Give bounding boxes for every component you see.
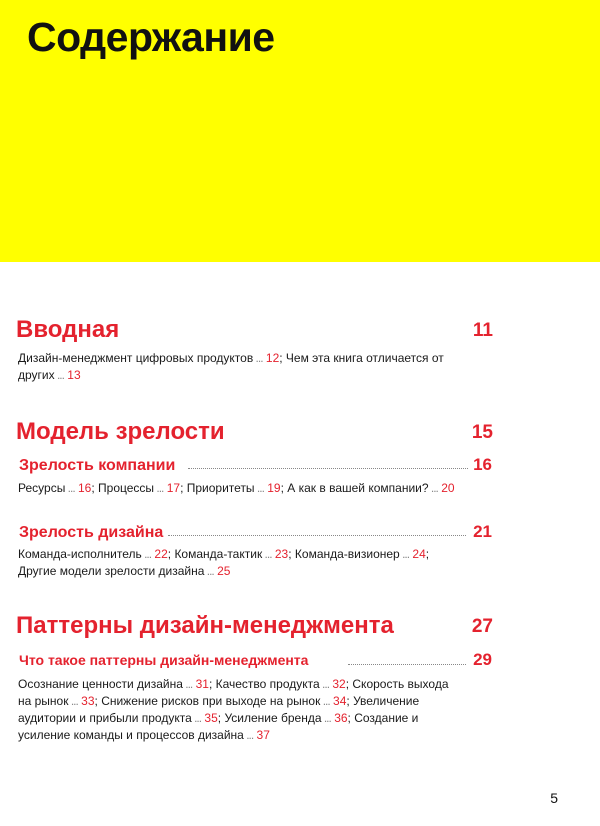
toc-entry-separator: ; bbox=[345, 677, 353, 691]
toc-entry-leader: ... bbox=[154, 481, 164, 495]
toc-entry-leader: ... bbox=[254, 481, 264, 495]
toc-entry-page: 19 bbox=[263, 481, 281, 495]
toc-entry-text: Ресурсы bbox=[18, 481, 66, 495]
toc-entry-page: 24 bbox=[409, 547, 426, 561]
toc-entry-leader: ... bbox=[320, 694, 330, 708]
toc-entry-leader: ... bbox=[399, 547, 410, 561]
toc-entry-separator: ; bbox=[94, 694, 102, 708]
toc-entry-page: 22 bbox=[151, 547, 168, 561]
toc-entry-leader: ... bbox=[262, 547, 272, 561]
toc-entry-text: Создание и усиление команды и процессов дизайна bbox=[18, 711, 419, 742]
subsection-title-company-maturity: Зрелость компании bbox=[19, 457, 176, 474]
section-page-intro: 11 bbox=[472, 320, 493, 341]
toc-entry-page: 32 bbox=[329, 677, 346, 691]
subsection-title-what-are-patterns: Что такое паттерны дизайн-менеджмента bbox=[19, 652, 309, 668]
toc-entry-separator: ; bbox=[217, 711, 225, 725]
section-page-design-management-patterns: 27 bbox=[471, 616, 493, 637]
subsection-page-design-maturity: 21 bbox=[473, 522, 492, 541]
section-title-design-management-patterns: Паттерны дизайн-менеджмента bbox=[16, 612, 394, 639]
toc-entry-text: Команда-визионер bbox=[294, 547, 400, 561]
toc-entry-page: 20 bbox=[437, 481, 455, 495]
toc-entry-leader: ... bbox=[68, 694, 78, 708]
section-title-maturity-model: Модель зрелости bbox=[16, 418, 225, 445]
entry-list-intro bbox=[18, 350, 458, 384]
toc-entry-page: 17 bbox=[163, 481, 181, 495]
entry-list-company-maturity bbox=[18, 480, 458, 497]
toc-entry-separator: ; bbox=[167, 547, 175, 561]
toc-entry-leader: ... bbox=[319, 677, 330, 691]
toc-entry-leader: ... bbox=[204, 564, 214, 578]
toc-entry-text: Осознание ценности дизайна bbox=[18, 677, 183, 691]
toc-entry-page: 31 bbox=[192, 677, 209, 691]
toc-entry-leader: ... bbox=[54, 368, 64, 382]
toc-entry-leader: ... bbox=[243, 728, 254, 742]
toc-entry-leader: ... bbox=[141, 547, 152, 561]
toc-entry-text: Увеличение аудитории и прибыли продукта bbox=[18, 694, 420, 725]
toc-entry-page: 23 bbox=[271, 547, 289, 561]
toc-entry-text: А как в вашей компании? bbox=[287, 481, 429, 495]
page-title: Содержание bbox=[27, 14, 275, 60]
toc-entry-leader: ... bbox=[191, 711, 202, 725]
dotted-leader bbox=[348, 664, 466, 665]
dotted-leader bbox=[188, 468, 468, 469]
toc-entry-text: Команда-тактик bbox=[174, 547, 263, 561]
toc-entry-page: 13 bbox=[63, 368, 81, 382]
toc-entry-page: 37 bbox=[253, 728, 270, 742]
toc-entry-separator: ; bbox=[288, 547, 295, 561]
toc-entry-separator: ; bbox=[279, 351, 286, 365]
toc-entry-leader: ... bbox=[428, 481, 438, 495]
toc-entry-separator: ; bbox=[347, 711, 355, 725]
toc-entry-leader: ... bbox=[253, 351, 263, 365]
toc-entry-separator: ; bbox=[208, 677, 216, 691]
toc-entry-separator: ; bbox=[180, 481, 187, 495]
subsection-page-company-maturity: 16 bbox=[473, 455, 492, 474]
toc-entry-text: Приоритеты bbox=[186, 481, 255, 495]
toc-entry-leader: ... bbox=[65, 481, 75, 495]
entry-list-what-are-patterns bbox=[18, 676, 458, 744]
toc-entry-page: 25 bbox=[213, 564, 231, 578]
toc-entry-separator: ; bbox=[346, 694, 354, 708]
toc-entry-page: 16 bbox=[74, 481, 92, 495]
toc-entry-separator: ; bbox=[425, 547, 430, 561]
toc-entry-separator: ; bbox=[91, 481, 99, 495]
toc-entry-page: 12 bbox=[262, 351, 280, 365]
dotted-leader bbox=[168, 535, 466, 536]
toc-entry-text: Дизайн-менеджмент цифровых продуктов bbox=[18, 351, 254, 365]
page-number: 5 bbox=[550, 790, 558, 806]
toc-entry-text: Усиление бренда bbox=[224, 711, 322, 725]
section-title-intro: Вводная bbox=[16, 316, 120, 343]
toc-entry-page: 36 bbox=[330, 711, 348, 725]
toc-entry-text: Скорость выхода на рынок bbox=[18, 677, 449, 708]
toc-entry-text: Снижение рисков при выходе на рынок bbox=[101, 694, 321, 708]
toc-entry-page: 33 bbox=[77, 694, 95, 708]
toc-entry-text: Другие модели зрелости дизайна bbox=[18, 564, 205, 578]
toc-entry-text: Команда-исполнитель bbox=[18, 547, 142, 561]
toc-entry-page: 35 bbox=[201, 711, 218, 725]
toc-entry-leader: ... bbox=[321, 711, 331, 725]
toc-entry-text: Процессы bbox=[98, 481, 155, 495]
toc-entry-leader: ... bbox=[182, 677, 193, 691]
toc-entry-text: Чем эта книга отличается от других bbox=[18, 351, 444, 382]
title-banner bbox=[0, 0, 600, 262]
subsection-page-what-are-patterns: 29 bbox=[473, 650, 492, 669]
entry-list-design-maturity bbox=[18, 546, 458, 580]
toc-entry-separator: ; bbox=[280, 481, 288, 495]
toc-entry-text: Качество продукта bbox=[215, 677, 320, 691]
section-page-maturity-model: 15 bbox=[471, 422, 493, 443]
subsection-title-design-maturity: Зрелость дизайна bbox=[19, 524, 164, 541]
toc-entry-page: 34 bbox=[329, 694, 347, 708]
